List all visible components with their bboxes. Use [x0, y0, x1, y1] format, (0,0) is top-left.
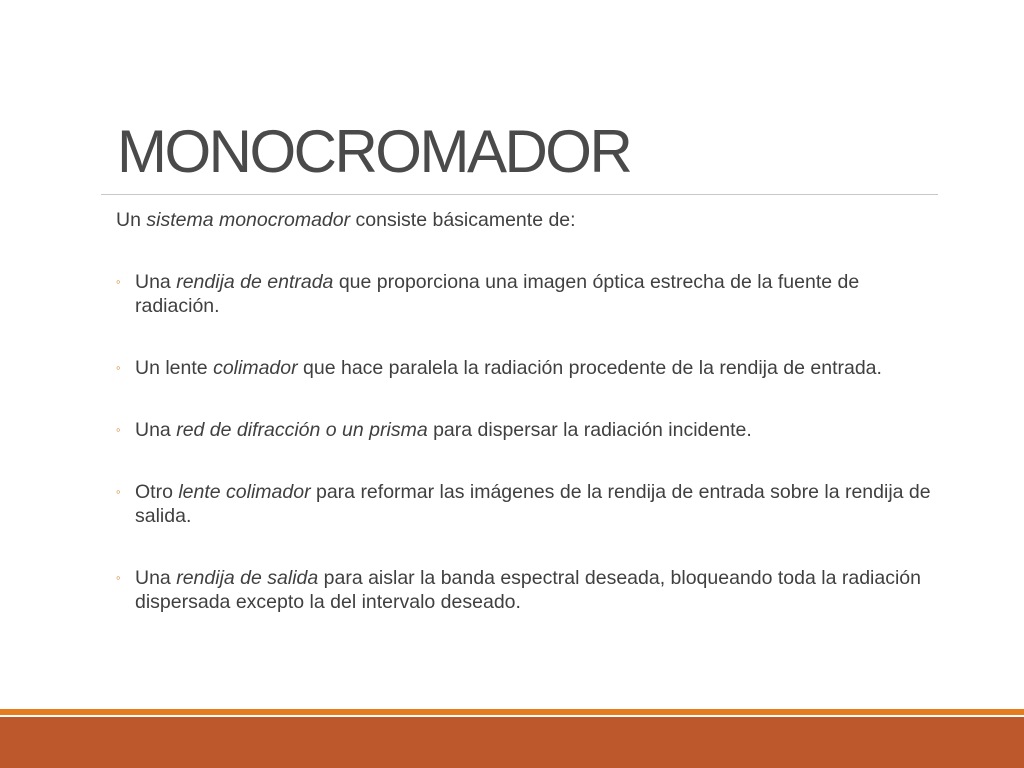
- bullet-circle-icon: ◦: [116, 422, 121, 437]
- intro-emphasis: sistema monocromador: [146, 209, 351, 231]
- slide-title: MONOCROMADOR: [117, 118, 631, 185]
- bullet-text-after: para aislar la banda espectral deseada, bloqueando toda la radiación dispersada excepto la del intervalo deseado.: [135, 567, 921, 613]
- bullet-emphasis: lente colimador: [178, 481, 311, 503]
- bullet-text-before: Una: [135, 419, 177, 441]
- bullet-text-before: Un lente: [135, 357, 214, 379]
- bullet-circle-icon: ◦: [116, 484, 121, 499]
- bullet-text-after: que hace paralela la radiación procedente de la rendija de entrada.: [297, 357, 882, 379]
- slide-body: [116, 208, 946, 652]
- bullet-item: [116, 356, 946, 380]
- intro-paragraph: [116, 208, 946, 232]
- title-divider: [101, 194, 938, 195]
- bullet-text-before: Otro: [135, 481, 179, 503]
- bullet-text-after: para reformar las imágenes de la rendija de entrada sobre la rendija de salida.: [135, 481, 931, 527]
- bullet-circle-icon: ◦: [116, 570, 121, 585]
- bullet-item: [116, 418, 946, 442]
- intro-text-before: Un: [116, 209, 147, 231]
- bullet-circle-icon: ◦: [116, 360, 121, 375]
- bullet-item: [116, 480, 946, 528]
- bullet-text-after: para dispersar la radiación incidente.: [427, 419, 752, 441]
- footer-accent-stripe: [0, 709, 1024, 715]
- bullet-emphasis: rendija de entrada: [176, 271, 334, 293]
- bullet-text-before: Una: [135, 567, 177, 589]
- bullet-emphasis: colimador: [213, 357, 298, 379]
- bullet-emphasis: rendija de salida: [176, 567, 319, 589]
- bullet-list: [116, 270, 946, 614]
- bullet-text-before: Una: [135, 271, 177, 293]
- bullet-text-after: que proporciona una imagen óptica estrecha de la fuente de radiación.: [135, 271, 860, 317]
- bullet-circle-icon: ◦: [116, 274, 121, 289]
- bullet-item: [116, 270, 946, 318]
- bullet-item: [116, 566, 946, 614]
- footer-band: [0, 717, 1024, 768]
- bullet-emphasis: red de difracción o un prisma: [176, 419, 428, 441]
- intro-text-after: consiste básicamente de:: [350, 209, 576, 231]
